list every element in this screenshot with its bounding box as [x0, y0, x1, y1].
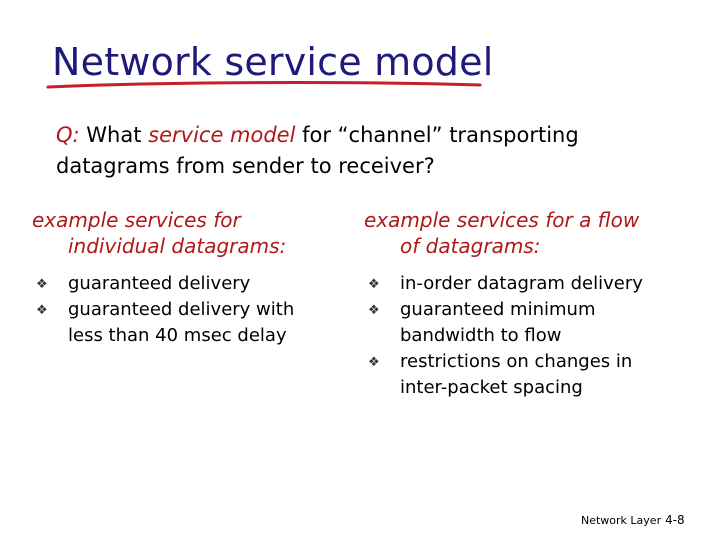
bullet-icon: ❖	[368, 303, 380, 318]
left-heading-line1: example services for	[32, 208, 241, 232]
right-heading-line2: of datagrams:	[400, 234, 541, 258]
list-item	[32, 297, 332, 349]
list-item-text: guaranteed delivery with less than 40 msec delay	[68, 299, 295, 346]
question-emphasis: service model	[148, 123, 296, 147]
question-label: Q:	[56, 123, 80, 147]
right-column	[364, 207, 684, 401]
right-service-list	[364, 271, 684, 401]
slide-title: Network service model	[52, 40, 494, 84]
left-heading-line2: individual datagrams:	[68, 234, 287, 258]
list-item-text: restrictions on changes in inter-packet spacing	[400, 351, 633, 398]
list-item	[32, 271, 332, 297]
left-column-heading	[32, 207, 332, 259]
list-item-text: in-order datagram delivery	[400, 273, 643, 294]
right-heading-line1: example services for a flow	[364, 208, 640, 232]
left-column	[32, 207, 332, 349]
question-part1: What	[79, 123, 149, 147]
right-column-heading	[364, 207, 684, 259]
list-item-text: guaranteed delivery	[68, 273, 251, 294]
list-item	[364, 349, 684, 401]
left-service-list	[32, 271, 332, 349]
page-number: 4-8	[665, 513, 685, 527]
bullet-icon: ❖	[36, 303, 48, 318]
bullet-icon: ❖	[368, 277, 380, 292]
title-underline	[44, 78, 484, 92]
footer-label: Network Layer	[581, 514, 662, 527]
bullet-icon: ❖	[368, 355, 380, 370]
list-item-text: guaranteed minimum bandwidth to flow	[400, 299, 596, 346]
question-part2: for “channel” transporting datagrams from sender to receiver?	[56, 123, 579, 178]
slide-footer	[581, 513, 685, 527]
question-text	[56, 120, 656, 182]
bullet-icon: ❖	[36, 277, 48, 292]
list-item	[364, 297, 684, 349]
list-item	[364, 271, 684, 297]
